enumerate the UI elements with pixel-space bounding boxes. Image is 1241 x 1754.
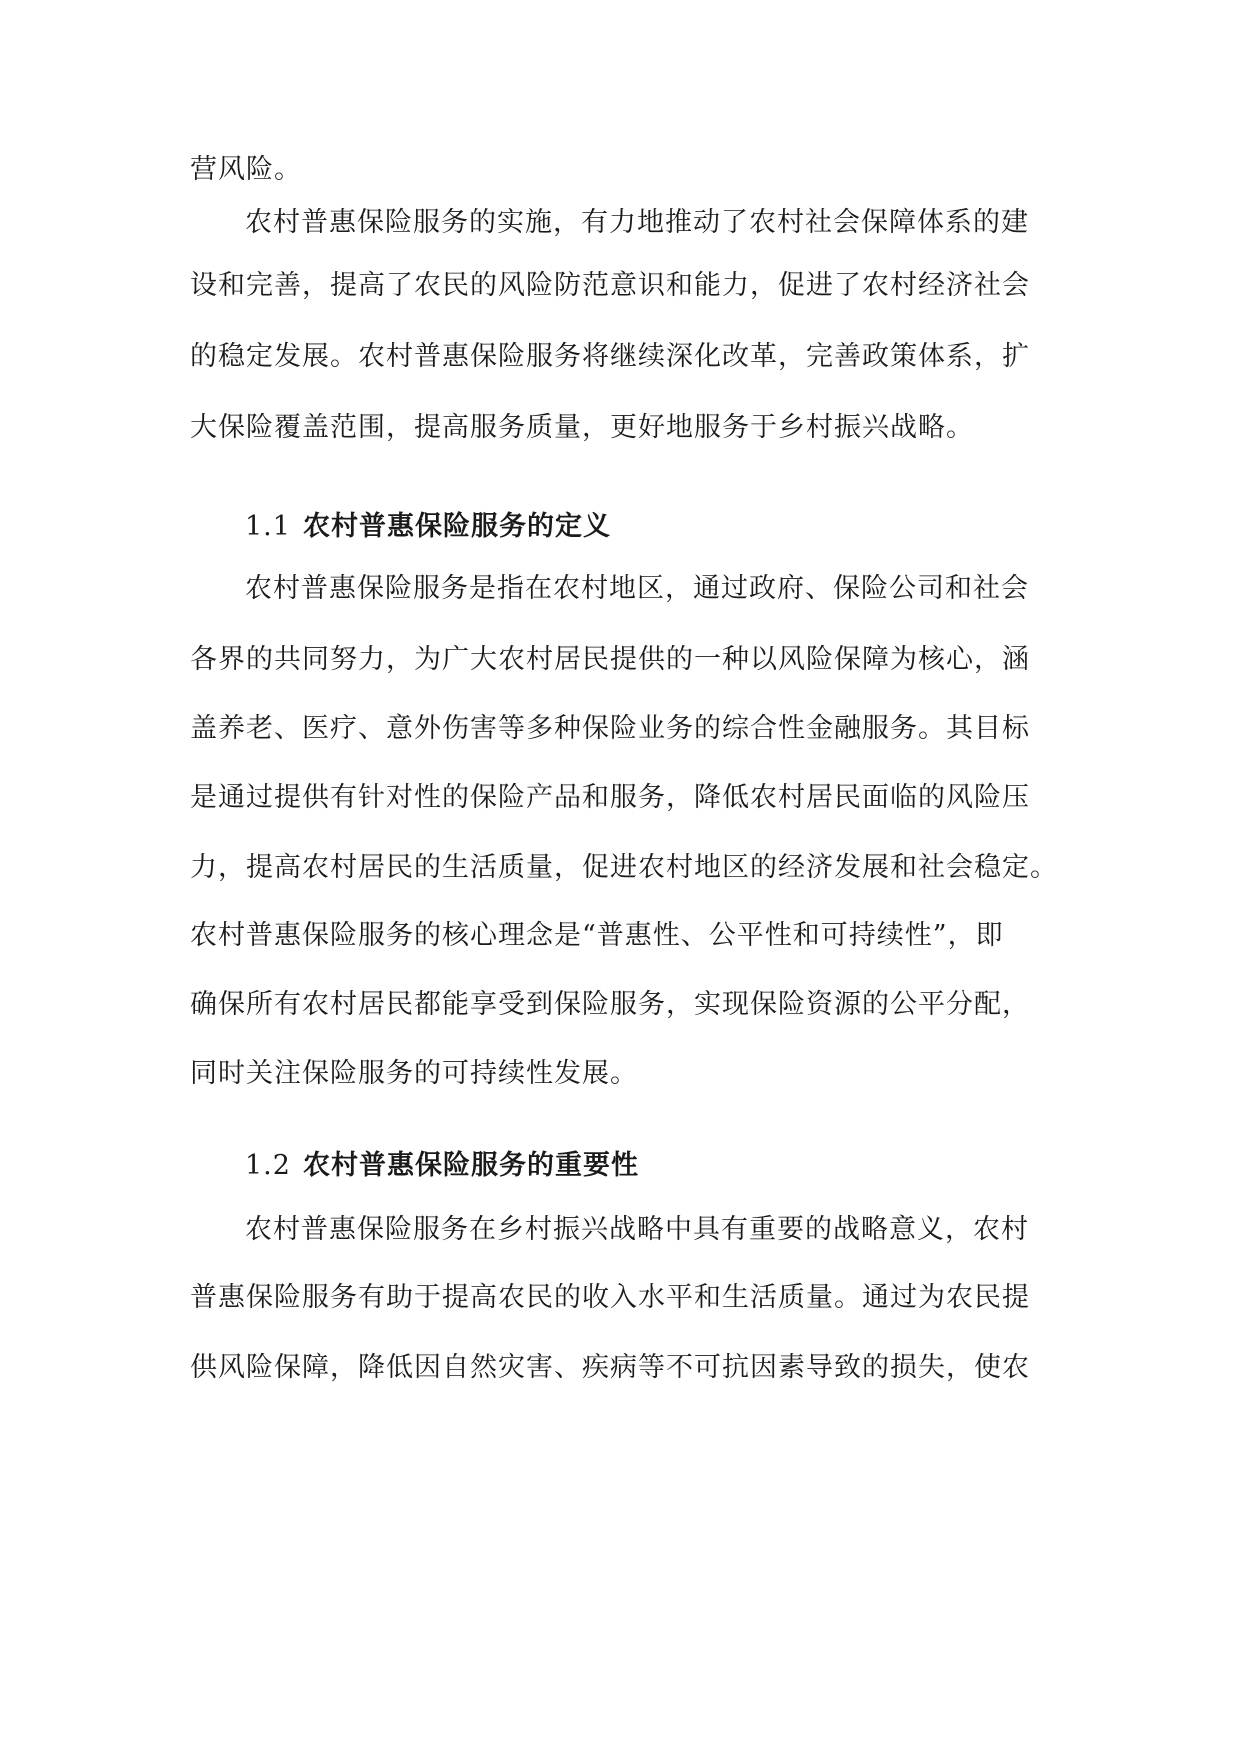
continuation-line: 营风险。 xyxy=(190,154,302,185)
paragraph-line: 同时关注保险服务的可持续性发展。 xyxy=(190,1058,638,1089)
paragraph-line: 的稳定发展。农村普惠保险服务将继续深化改革，完善政策体系，扩 xyxy=(190,341,1030,372)
section-heading-1-1 xyxy=(245,507,611,547)
section-heading-1-2 xyxy=(245,1146,639,1186)
paragraph-line: 盖养老、医疗、意外伤害等多种保险业务的综合性金融服务。其目标 xyxy=(190,713,1030,744)
section-number: 1.1 xyxy=(245,511,291,542)
paragraph-line: 力，提高农村居民的生活质量，促进农村地区的经济发展和社会稳定。 xyxy=(190,852,1058,883)
paragraph-line: 大保险覆盖范围，提高服务质量，更好地服务于乡村振兴战略。 xyxy=(190,412,974,443)
paragraph-line: 农村普惠保险服务的实施，有力地推动了农村社会保障体系的建 xyxy=(245,207,1029,238)
section-number: 1.2 xyxy=(245,1150,291,1181)
paragraph-line: 是通过提供有针对性的保险产品和服务，降低农村居民面临的风险压 xyxy=(190,782,1030,813)
paragraph-line: 设和完善，提高了农民的风险防范意识和能力，促进了农村经济社会 xyxy=(190,270,1030,301)
paragraph-line: 农村普惠保险服务在乡村振兴战略中具有重要的战略意义，农村 xyxy=(245,1214,1029,1245)
paragraph-line: 确保所有农村居民都能享受到保险服务，实现保险资源的公平分配， xyxy=(190,989,1030,1020)
paragraph-line: 供风险保障，降低因自然灾害、疾病等不可抗因素导致的损失，使农 xyxy=(190,1352,1030,1383)
section-title: 农村普惠保险服务的定义 xyxy=(302,511,611,542)
paragraph-line: 各界的共同努力，为广大农村居民提供的一种以风险保障为核心，涵 xyxy=(190,644,1030,675)
paragraph-line: 农村普惠保险服务是指在农村地区，通过政府、保险公司和社会 xyxy=(245,573,1029,604)
paragraph-line: 普惠保险服务有助于提高农民的收入水平和生活质量。通过为农民提 xyxy=(190,1282,1030,1313)
section-title: 农村普惠保险服务的重要性 xyxy=(302,1150,639,1181)
paragraph-line: 农村普惠保险服务的核心理念是“普惠性、公平性和可持续性”，即 xyxy=(190,920,1004,951)
